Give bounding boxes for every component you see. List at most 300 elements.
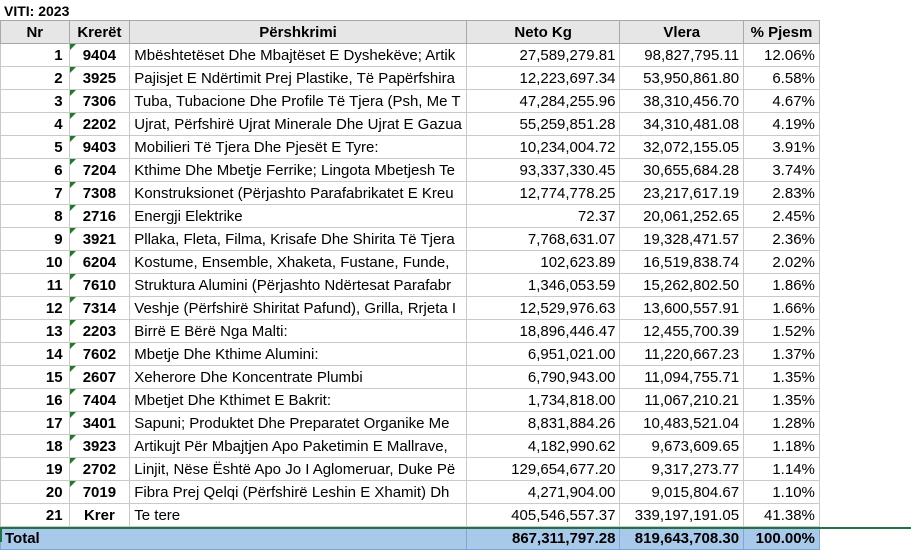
cell-code-text: 7602 — [83, 346, 116, 363]
empty-cell[interactable] — [819, 412, 911, 435]
cell-vlera[interactable] — [620, 274, 744, 297]
cell-pct[interactable] — [744, 389, 820, 412]
cell-description[interactable] — [130, 159, 467, 182]
cell-code-text: 3401 — [83, 415, 116, 432]
cell-vlera[interactable] — [620, 320, 744, 343]
cell-pct-text: 12.06% — [764, 47, 815, 64]
error-indicator-icon[interactable] — [70, 297, 76, 303]
cell-neto-kg[interactable] — [466, 251, 620, 274]
total-label[interactable]: Total — [1, 527, 467, 550]
cell-code[interactable] — [69, 113, 130, 136]
cell-description[interactable] — [130, 205, 467, 228]
table-row — [1, 504, 911, 527]
cell-vlera-text: 32,072,155.05 — [643, 139, 739, 156]
cell-code[interactable] — [69, 228, 130, 251]
empty-cell[interactable] — [819, 90, 911, 113]
cell-description[interactable] — [130, 67, 467, 90]
cell-nr-text: 19 — [46, 461, 63, 478]
cell-pct[interactable] — [744, 90, 820, 113]
cell-code-text: 7610 — [83, 277, 116, 294]
cell-pct[interactable] — [744, 182, 820, 205]
cell-code-text: 2202 — [83, 116, 116, 133]
cell-nr-text: 10 — [46, 254, 63, 271]
error-indicator-icon[interactable] — [70, 228, 76, 234]
col-header-kreret[interactable]: Krerët — [69, 21, 130, 44]
col-header-pershkrimi[interactable]: Përshkrimi — [130, 21, 467, 44]
empty-cell[interactable] — [819, 343, 911, 366]
empty-cell[interactable] — [819, 274, 911, 297]
cell-description[interactable] — [130, 343, 467, 366]
cell-neto-kg[interactable] — [466, 343, 620, 366]
col-header-vlera[interactable]: Vlera — [620, 21, 744, 44]
cell-neto-kg-text: 1,346,053.59 — [528, 277, 616, 294]
total-vlera[interactable]: 819,643,708.30 — [620, 527, 744, 550]
cell-description-text: Te tere — [134, 507, 180, 524]
cell-vlera[interactable] — [620, 389, 744, 412]
cell-neto-kg[interactable] — [466, 320, 620, 343]
cell-pct-text: 1.18% — [772, 438, 815, 455]
cell-code[interactable] — [69, 481, 130, 504]
cell-code[interactable] — [69, 366, 130, 389]
cell-neto-kg[interactable] — [466, 182, 620, 205]
cell-nr[interactable] — [1, 297, 70, 320]
cell-pct[interactable] — [744, 44, 820, 67]
empty-cell[interactable] — [819, 182, 911, 205]
cell-neto-kg[interactable] — [466, 228, 620, 251]
cell-neto-kg-text: 129,654,677.20 — [511, 461, 615, 478]
cell-vlera[interactable] — [620, 228, 744, 251]
cell-neto-kg-text: 4,182,990.62 — [528, 438, 616, 455]
cell-code[interactable] — [69, 297, 130, 320]
cell-nr[interactable] — [1, 44, 70, 67]
error-indicator-icon[interactable] — [70, 159, 76, 165]
table-row — [1, 44, 911, 67]
cell-description-text: Struktura Alumini (Përjashto Ndërtesat Parafabr — [134, 277, 451, 294]
cell-pct[interactable] — [744, 274, 820, 297]
cell-description[interactable] — [130, 90, 467, 113]
cell-neto-kg[interactable] — [466, 136, 620, 159]
cell-description-text: Artikujt Për Mbajtjen Apo Paketimin E Mallrave, — [134, 438, 447, 455]
cell-nr-text: 15 — [46, 369, 63, 386]
cell-code[interactable] — [69, 320, 130, 343]
cell-code-text: 2702 — [83, 461, 116, 478]
cell-description[interactable] — [130, 412, 467, 435]
cell-code-text: 7314 — [83, 300, 116, 317]
cell-pct-text: 1.52% — [772, 323, 815, 340]
cell-pct[interactable] — [744, 228, 820, 251]
cell-neto-kg[interactable] — [466, 90, 620, 113]
empty-cell[interactable] — [819, 205, 911, 228]
table-row — [1, 228, 911, 251]
cell-nr-text: 11 — [47, 277, 63, 294]
cell-description-text: Kthime Dhe Mbetje Ferrike; Lingota Mbetjesh Te — [134, 162, 455, 179]
cell-pct[interactable] — [744, 136, 820, 159]
cell-pct[interactable] — [744, 159, 820, 182]
cell-pct-text: 1.14% — [772, 461, 815, 478]
cell-neto-kg[interactable] — [466, 435, 620, 458]
cell-nr[interactable] — [1, 251, 70, 274]
cell-vlera[interactable] — [620, 44, 744, 67]
cell-vlera-text: 30,655,684.28 — [643, 162, 739, 179]
cell-neto-kg-text: 405,546,557.37 — [511, 507, 615, 524]
cell-description-text: Fibra Prej Qelqi (Përfshirë Leshin E Xhamit) Dh — [134, 484, 449, 501]
cell-vlera-text: 11,220,667.23 — [644, 346, 739, 363]
cell-neto-kg-text: 10,234,004.72 — [520, 139, 616, 156]
cell-code[interactable] — [69, 67, 130, 90]
cell-neto-kg-text: 4,271,904.00 — [528, 484, 616, 501]
cell-pct[interactable] — [744, 320, 820, 343]
table-row — [1, 389, 911, 412]
error-indicator-icon[interactable] — [70, 274, 76, 280]
cell-vlera-text: 10,483,521.04 — [643, 415, 739, 432]
cell-code-text: 7306 — [83, 93, 116, 110]
cell-nr[interactable] — [1, 228, 70, 251]
empty-cell[interactable] — [819, 320, 911, 343]
empty-cell[interactable] — [819, 21, 911, 44]
cell-pct[interactable] — [744, 205, 820, 228]
cell-nr[interactable] — [1, 343, 70, 366]
cell-code[interactable] — [69, 504, 130, 527]
cell-nr-text: 13 — [46, 323, 63, 340]
cell-nr[interactable] — [1, 504, 70, 527]
cell-neto-kg[interactable] — [466, 481, 620, 504]
cell-vlera-text: 9,015,804.67 — [651, 484, 739, 501]
cell-pct-text: 1.66% — [772, 300, 815, 317]
cell-neto-kg[interactable] — [466, 504, 620, 527]
cell-pct-text: 4.67% — [772, 93, 815, 110]
cell-description-text: Mbështetëset Dhe Mbajtëset E Dyshekëve; Artik — [134, 47, 455, 64]
cell-vlera[interactable] — [620, 159, 744, 182]
cell-description[interactable] — [130, 182, 467, 205]
error-indicator-icon[interactable] — [70, 67, 76, 73]
cell-description-text: Mbetje Dhe Kthime Alumini: — [134, 346, 318, 363]
cell-neto-kg-text: 1,734,818.00 — [528, 392, 616, 409]
table-row — [1, 136, 911, 159]
cell-nr-text: 21 — [46, 507, 63, 524]
cell-neto-kg[interactable] — [466, 205, 620, 228]
table-row — [1, 481, 911, 504]
table-row — [1, 297, 911, 320]
cell-code-text: 2607 — [83, 369, 116, 386]
cell-neto-kg[interactable] — [466, 159, 620, 182]
cell-neto-kg[interactable] — [466, 458, 620, 481]
cell-neto-kg-text: 12,223,697.34 — [520, 70, 616, 87]
cell-neto-kg[interactable] — [466, 274, 620, 297]
cell-description-text: Kostume, Ensemble, Xhaketa, Fustane, Funde, — [134, 254, 449, 271]
empty-cell[interactable] — [819, 67, 911, 90]
table-row — [1, 159, 911, 182]
cell-neto-kg-text: 55,259,851.28 — [520, 116, 616, 133]
empty-cell[interactable] — [819, 136, 911, 159]
cell-neto-kg-text: 7,768,631.07 — [528, 231, 616, 248]
empty-cell[interactable] — [819, 504, 911, 527]
cell-pct-text: 1.10% — [772, 484, 815, 501]
cell-description[interactable] — [130, 274, 467, 297]
cell-pct-text: 2.02% — [772, 254, 815, 271]
total-row — [1, 527, 911, 550]
table-row — [1, 67, 911, 90]
cell-nr-text: 9 — [54, 231, 62, 248]
empty-cell[interactable] — [819, 228, 911, 251]
cell-nr[interactable] — [1, 274, 70, 297]
cell-nr-text: 6 — [54, 162, 62, 179]
cell-nr[interactable] — [1, 67, 70, 90]
cell-description-text: Konstruksionet (Përjashto Parafabrikatet E Kreu — [134, 185, 453, 202]
cell-vlera-text: 23,217,617.19 — [643, 185, 739, 202]
cell-pct[interactable] — [744, 251, 820, 274]
cell-pct-text: 2.36% — [772, 231, 815, 248]
cell-nr[interactable] — [1, 435, 70, 458]
table-row — [1, 412, 911, 435]
empty-cell[interactable] — [819, 159, 911, 182]
cell-vlera[interactable] — [620, 297, 744, 320]
cell-code[interactable] — [69, 343, 130, 366]
cell-pct[interactable] — [744, 113, 820, 136]
cell-pct[interactable] — [744, 343, 820, 366]
cell-neto-kg[interactable] — [466, 67, 620, 90]
cell-vlera-text: 16,519,838.74 — [643, 254, 739, 271]
cell-nr-text: 3 — [54, 93, 62, 110]
cell-neto-kg[interactable] — [466, 44, 620, 67]
error-indicator-icon[interactable] — [70, 458, 76, 464]
cell-code[interactable] — [69, 182, 130, 205]
cell-nr-text: 7 — [54, 185, 62, 202]
cell-description[interactable] — [130, 320, 467, 343]
error-indicator-icon[interactable] — [70, 435, 76, 441]
error-indicator-icon[interactable] — [70, 251, 76, 257]
error-indicator-icon[interactable] — [70, 182, 76, 188]
cell-pct-text: 3.74% — [772, 162, 815, 179]
cell-vlera[interactable] — [620, 366, 744, 389]
cell-pct[interactable] — [744, 366, 820, 389]
error-indicator-icon[interactable] — [70, 366, 76, 372]
cell-vlera[interactable] — [620, 251, 744, 274]
cell-neto-kg[interactable] — [466, 389, 620, 412]
cell-pct-text: 2.45% — [772, 208, 815, 225]
cell-pct-text: 1.86% — [772, 277, 815, 294]
cell-pct[interactable] — [744, 67, 820, 90]
cell-neto-kg-text: 47,284,255.96 — [520, 93, 616, 110]
cell-description-text: Linjit, Nëse Është Apo Jo I Aglomeruar, Duke Pë — [134, 461, 455, 478]
cell-description-text: Veshje (Përfshirë Shiritat Pafund), Grilla, Rrjeta I — [134, 300, 456, 317]
cell-code[interactable] — [69, 274, 130, 297]
cell-nr-text: 17 — [46, 415, 63, 432]
cell-description[interactable] — [130, 251, 467, 274]
cell-description-text: Xeherore Dhe Koncentrate Plumbi — [134, 369, 362, 386]
cell-code-text: 2716 — [83, 208, 116, 225]
selection-border — [0, 527, 911, 529]
cell-vlera-text: 38,310,456.70 — [643, 93, 739, 110]
error-indicator-icon[interactable] — [70, 205, 76, 211]
cell-neto-kg-text: 12,774,778.25 — [520, 185, 616, 202]
cell-nr[interactable] — [1, 90, 70, 113]
cell-nr[interactable] — [1, 366, 70, 389]
cell-vlera[interactable] — [620, 343, 744, 366]
cell-nr-text: 4 — [54, 116, 62, 133]
table-row — [1, 343, 911, 366]
cell-vlera-text: 98,827,795.11 — [644, 47, 739, 64]
cell-vlera[interactable] — [620, 136, 744, 159]
cell-pct-text: 41.38% — [764, 507, 815, 524]
empty-cell[interactable] — [819, 297, 911, 320]
cell-code[interactable] — [69, 458, 130, 481]
cell-code-text: Krer — [84, 507, 115, 524]
error-indicator-icon[interactable] — [70, 343, 76, 349]
cell-description[interactable] — [130, 481, 467, 504]
cell-code[interactable] — [69, 412, 130, 435]
error-indicator-icon[interactable] — [70, 412, 76, 418]
cell-pct[interactable] — [744, 481, 820, 504]
cell-nr[interactable] — [1, 136, 70, 159]
empty-cell[interactable] — [819, 44, 911, 67]
total-neto-kg[interactable]: 867,311,797.28 — [466, 527, 620, 550]
cell-nr[interactable] — [1, 481, 70, 504]
selection-border-left — [0, 527, 2, 542]
cell-nr-text: 1 — [54, 47, 62, 64]
empty-cell[interactable] — [819, 481, 911, 504]
cell-pct-text: 1.28% — [772, 415, 815, 432]
cell-pct[interactable] — [744, 435, 820, 458]
cell-vlera[interactable] — [620, 113, 744, 136]
error-indicator-icon[interactable] — [70, 320, 76, 326]
cell-neto-kg[interactable] — [466, 366, 620, 389]
error-indicator-icon[interactable] — [70, 90, 76, 96]
empty-cell[interactable] — [819, 366, 911, 389]
cell-vlera[interactable] — [620, 205, 744, 228]
cell-nr[interactable] — [1, 205, 70, 228]
cell-description[interactable] — [130, 228, 467, 251]
cell-description[interactable] — [130, 458, 467, 481]
table-row — [1, 320, 911, 343]
cell-nr[interactable] — [1, 389, 70, 412]
cell-pct[interactable] — [744, 458, 820, 481]
cell-neto-kg[interactable] — [466, 113, 620, 136]
cell-vlera[interactable] — [620, 504, 744, 527]
cell-neto-kg-text: 27,589,279.81 — [520, 47, 616, 64]
cell-neto-kg-text: 102,623.89 — [540, 254, 615, 271]
cell-code[interactable] — [69, 389, 130, 412]
cell-vlera[interactable] — [620, 481, 744, 504]
cell-neto-kg-text: 6,951,021.00 — [528, 346, 616, 363]
cell-vlera-text: 12,455,700.39 — [643, 323, 739, 340]
col-header-pct[interactable]: % Pjesm — [744, 21, 820, 44]
empty-cell[interactable] — [819, 458, 911, 481]
cell-description[interactable] — [130, 435, 467, 458]
empty-cell[interactable] — [819, 389, 911, 412]
cell-description[interactable] — [130, 389, 467, 412]
cell-vlera[interactable] — [620, 182, 744, 205]
cell-vlera[interactable] — [620, 435, 744, 458]
cell-nr-text: 8 — [54, 208, 62, 225]
empty-cell[interactable] — [819, 113, 911, 136]
cell-code[interactable] — [69, 435, 130, 458]
col-header-neto-kg[interactable]: Neto Kg — [466, 21, 620, 44]
cell-vlera-text: 9,317,273.77 — [651, 461, 739, 478]
cell-code-text: 7019 — [83, 484, 116, 501]
table-row — [1, 366, 911, 389]
cell-description[interactable] — [130, 44, 467, 67]
cell-vlera[interactable] — [620, 67, 744, 90]
cell-code-text: 7204 — [83, 162, 116, 179]
cell-code-text: 3925 — [83, 70, 116, 87]
cell-vlera-text: 15,262,802.50 — [643, 277, 739, 294]
cell-nr-text: 18 — [46, 438, 63, 455]
error-indicator-icon[interactable] — [70, 44, 76, 50]
cell-description-text: Energji Elektrike — [134, 208, 242, 225]
cell-pct-text: 1.37% — [772, 346, 815, 363]
cell-code[interactable] — [69, 205, 130, 228]
cell-nr[interactable] — [1, 182, 70, 205]
cell-nr-text: 2 — [54, 70, 62, 87]
cell-vlera[interactable] — [620, 412, 744, 435]
cell-nr[interactable] — [1, 113, 70, 136]
cell-neto-kg[interactable] — [466, 412, 620, 435]
cell-description[interactable] — [130, 297, 467, 320]
table-row — [1, 182, 911, 205]
empty-cell[interactable] — [819, 527, 911, 550]
cell-code-text: 9404 — [83, 47, 116, 64]
error-indicator-icon[interactable] — [70, 481, 76, 487]
cell-code-text: 9403 — [83, 139, 116, 156]
cell-nr[interactable] — [1, 159, 70, 182]
total-pct[interactable]: 100.00% — [744, 527, 820, 550]
cell-description[interactable] — [130, 136, 467, 159]
cell-code[interactable] — [69, 136, 130, 159]
cell-pct[interactable] — [744, 412, 820, 435]
cell-vlera-text: 339,197,191.05 — [635, 507, 739, 524]
col-header-nr[interactable]: Nr — [1, 21, 70, 44]
cell-nr[interactable] — [1, 412, 70, 435]
cell-nr-text: 20 — [46, 484, 63, 501]
cell-code[interactable] — [69, 159, 130, 182]
cell-pct-text: 4.19% — [772, 116, 815, 133]
cell-nr[interactable] — [1, 320, 70, 343]
cell-nr[interactable] — [1, 458, 70, 481]
cell-vlera-text: 13,600,557.91 — [643, 300, 739, 317]
cell-description[interactable] — [130, 504, 467, 527]
cell-vlera[interactable] — [620, 90, 744, 113]
table-row — [1, 458, 911, 481]
table-row — [1, 205, 911, 228]
empty-cell[interactable] — [819, 251, 911, 274]
cell-pct[interactable] — [744, 297, 820, 320]
data-table — [0, 20, 911, 550]
cell-description[interactable] — [130, 113, 467, 136]
cell-code[interactable] — [69, 251, 130, 274]
cell-vlera-text: 20,061,252.65 — [643, 208, 739, 225]
error-indicator-icon[interactable] — [70, 113, 76, 119]
cell-description-text: Birrë E Bërë Nga Malti: — [134, 323, 287, 340]
cell-description-text: Sapuni; Produktet Dhe Preparatet Organike Me — [134, 415, 449, 432]
cell-neto-kg-text: 12,529,976.63 — [520, 300, 616, 317]
cell-neto-kg[interactable] — [466, 297, 620, 320]
table-row — [1, 274, 911, 297]
cell-pct[interactable] — [744, 504, 820, 527]
empty-cell[interactable] — [819, 435, 911, 458]
cell-description[interactable] — [130, 366, 467, 389]
cell-code-text: 6204 — [83, 254, 116, 271]
cell-code[interactable] — [69, 44, 130, 67]
cell-vlera[interactable] — [620, 458, 744, 481]
table-row — [1, 251, 911, 274]
cell-code[interactable] — [69, 90, 130, 113]
cell-nr-text: 5 — [54, 139, 62, 156]
cell-code-text: 7308 — [83, 185, 116, 202]
cell-description-text: Pajisjet E Ndërtimit Prej Plastike, Të Papërfshira — [134, 70, 455, 87]
error-indicator-icon[interactable] — [70, 389, 76, 395]
error-indicator-icon[interactable] — [70, 136, 76, 142]
cell-description-text: Pllaka, Fleta, Filma, Krisafe Dhe Shirita Të Tjera — [134, 231, 454, 248]
